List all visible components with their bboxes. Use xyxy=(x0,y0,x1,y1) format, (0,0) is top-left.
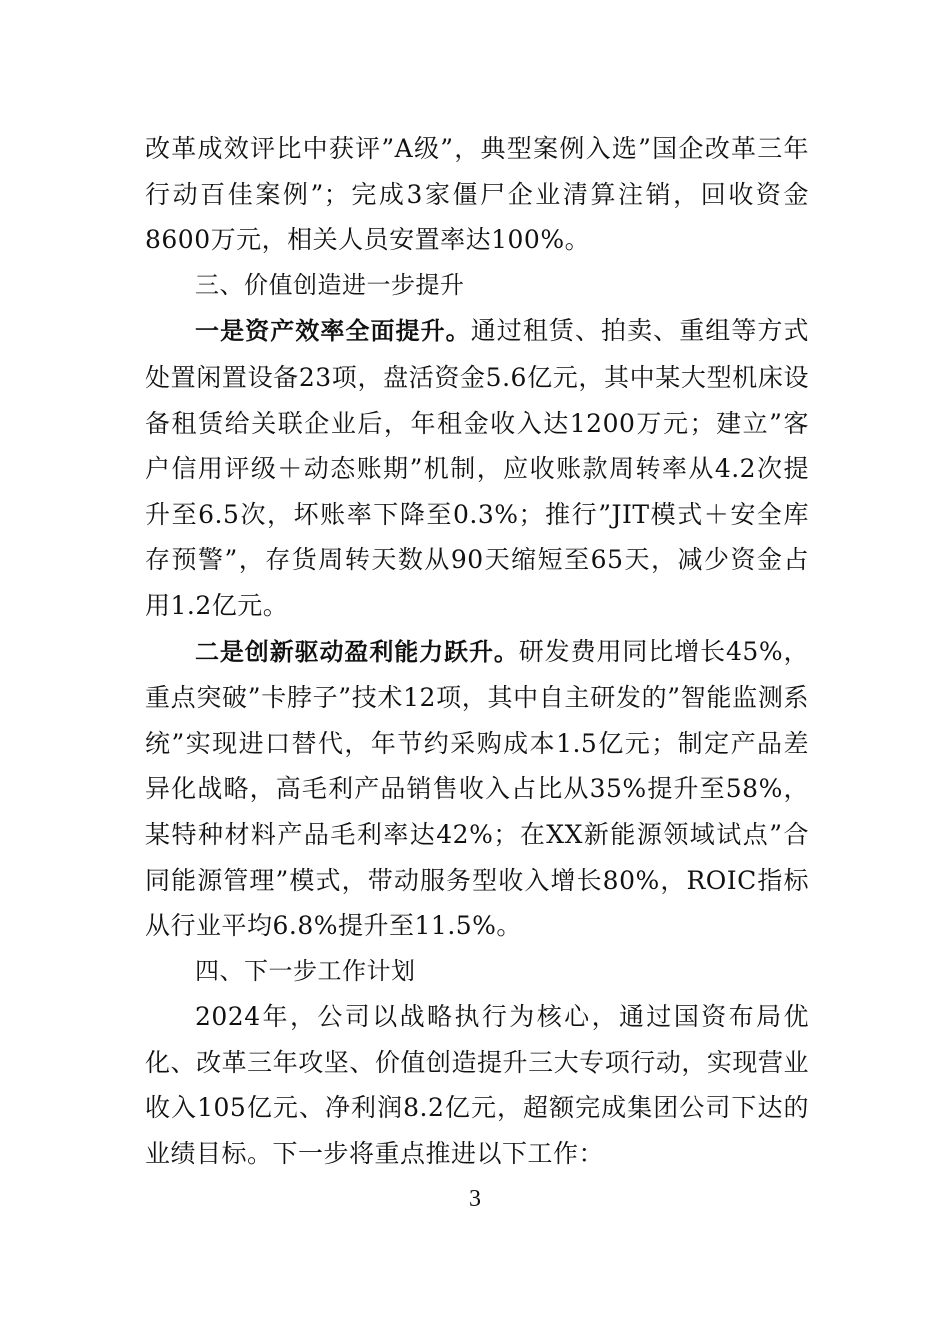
asset-efficiency-lead: 一是资产效率全面提升。 xyxy=(195,317,471,346)
innovation-body: 研发费用同比增长45%，重点突破”卡脖子”技术12项，其中自主研发的”智能监测系统”实现进口替代，年节约采购成本1.5亿元；制定产品差异化战略，高毛利产品销售收入占比从35%提升至58%，某特种材料产品毛利率达42%；在XX新能源领域试点”合同能源管理”模式，带动服务型收入增长80%，ROIC指标从行业平均6.8%提升至11.5%。 xyxy=(145,636,809,941)
section-heading-value-creation: 三、价值创造进一步提升 xyxy=(195,270,465,299)
asset-efficiency-body: 通过租赁、拍卖、重组等方式处置闲置设备23项，盘活资金5.6亿元，其中某大型机床设备租赁给关联企业后，年租金收入达1200万元；建立”客户信用评级＋动态账期”机制，应收账款周转率从4.2次提升至6.5次，坏账率下降至0.3%；推行”JIT模式＋安全库存预警”，存货周转天数从90天缩短至65天，减少资金占用1.2亿元。 xyxy=(145,316,809,620)
page-number: 3 xyxy=(469,1186,481,1212)
continuation-paragraph: 改革成效评比中获评”A级”，典型案例入选”国企改革三年行动百佳案例”；完成3家僵尸企业清算注销，回收资金8600万元，相关人员安置率达100%。 xyxy=(145,134,809,255)
innovation-paragraph xyxy=(145,629,809,949)
document-body xyxy=(145,126,809,1177)
plan-paragraph: 2024年，公司以战略执行为核心，通过国资布局优化、改革三年攻坚、价值创造提升三大专项行动，实现营业收入105亿元、净利润8.2亿元，超额完成集团公司下达的业绩目标。下一步将重点推进以下工作： xyxy=(145,1002,809,1169)
section-heading-next-steps: 四、下一步工作计划 xyxy=(195,956,416,985)
asset-efficiency-paragraph xyxy=(145,308,809,628)
innovation-lead: 二是创新驱动盈利能力跃升。 xyxy=(195,637,519,666)
